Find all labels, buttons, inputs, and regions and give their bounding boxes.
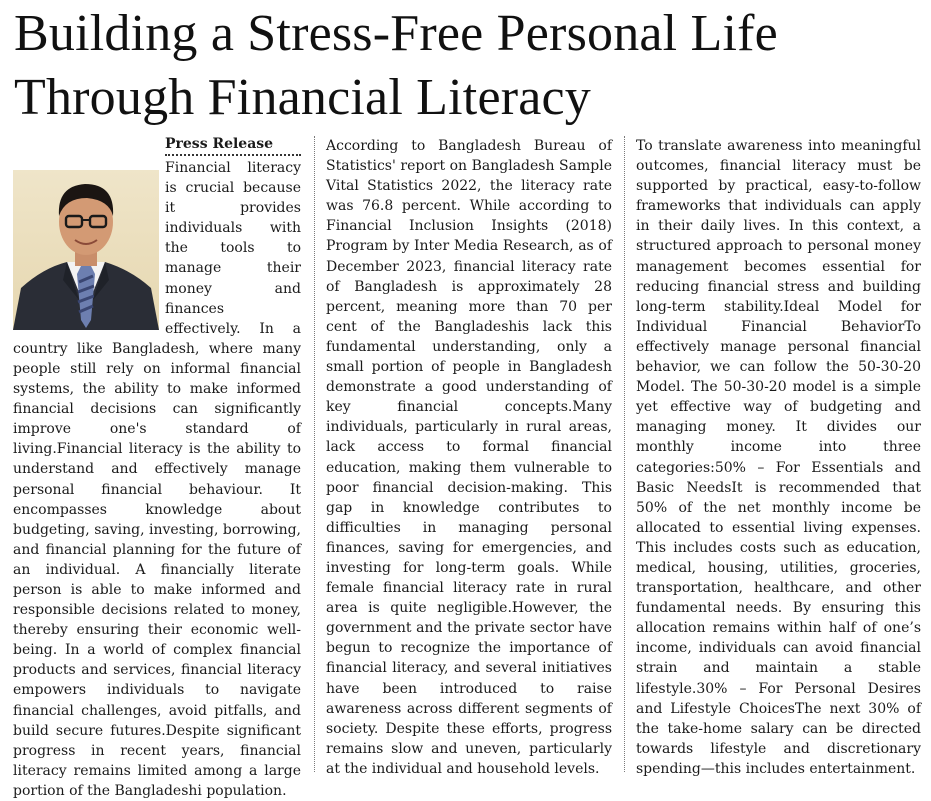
portrait-image <box>13 170 159 330</box>
section-label: Press Release <box>165 136 301 156</box>
column-text: To translate awareness into meaningful outcomes, financial literacy must be supported by practical, easy-to-follow frameworks that individuals can apply in their daily lives. In this context, a structured approach to personal money management becomes essential for reducing financial stress and building long-term stability.Ideal Model for Individual Financial BehaviorTo effectively manage personal financial behavior, we can follow the 50-30-20 Model. The 50-30-20 model is a simple yet effective way of budgeting and managing money. It divides our monthly income into three categories:50% – For Essentials and Basic NeedsIt is recommended that 50% of the net monthly income be allocated to essential living expenses. This includes costs such as education, medical, housing, utilities, groceries, transportation, healthcare, and other fundamental needs. By ensuring this allocation remains within half of one’s income, individuals can avoid financial strain and maintain a stable lifestyle.30% – For Personal Desires and Lifestyle ChoicesThe next 30% of the take-home salary can be directed towards lifestyle and discretionary spending—this includes entertainment. <box>636 138 921 777</box>
column-divider <box>314 136 315 772</box>
column-divider <box>624 136 625 772</box>
article-column-2 <box>326 136 612 779</box>
author-photo <box>13 170 159 330</box>
column-text: Financial literacy is crucial because it provides individuals with the tools to manage their money and finances effectively. In a country like Bangladesh, where many people still rely on informal financial systems, the ability to make informed financial decisions can significantly improve one's standard of living.Financial literacy is the ability to understand and effectively manage personal financial behaviour. It encompasses knowledge about budgeting, saving, investing, borrowing, and financial planning for the future of an individual. A financially literate person is able to make informed and responsible decisions related to money, thereby ensuring their economic well-being. In a world of complex financial products and services, financial literacy empowers individuals to navigate financial challenges, avoid pitfalls, and build secure futures.Despite significant progress in recent years, financial literacy remains limited among a large portion of the Bangladeshi population. <box>13 160 301 799</box>
headline: Building a Stress-Free Personal Life Through Financial Literacy <box>14 5 778 126</box>
column-text: According to Bangladesh Bureau of Statistics' report on Bangladesh Sample Vital Statistics 2022, the literacy rate was 76.8 percent. While according to Financial Inclusion Insights (2018) Program by Inter Media Research, as of December 2023, financial literacy rate of Bangladesh is approximately 28 percent, meaning more than 70 per cent of the Bangladeshis lack this fundamental understanding, only a small portion of people in Bangladesh demonstrate a good understanding of key financial concepts.Many individuals, particularly in rural areas, lack access to formal financial education, making them vulnerable to poor financial decision-making. This gap in knowledge contributes to difficulties in managing personal finances, saving for emergencies, and investing for long-term goals. While female financial literacy rate in rural area is quite negligible.However, the government and the private sector have begun to recognize the importance of financial literacy, and several initiatives have been introduced to raise awareness across different segments of society. Despite these efforts, progress remains slow and uneven, particularly at the individual and household levels. <box>326 138 612 777</box>
article-column-3 <box>636 136 921 779</box>
article-column-1 <box>13 136 301 801</box>
